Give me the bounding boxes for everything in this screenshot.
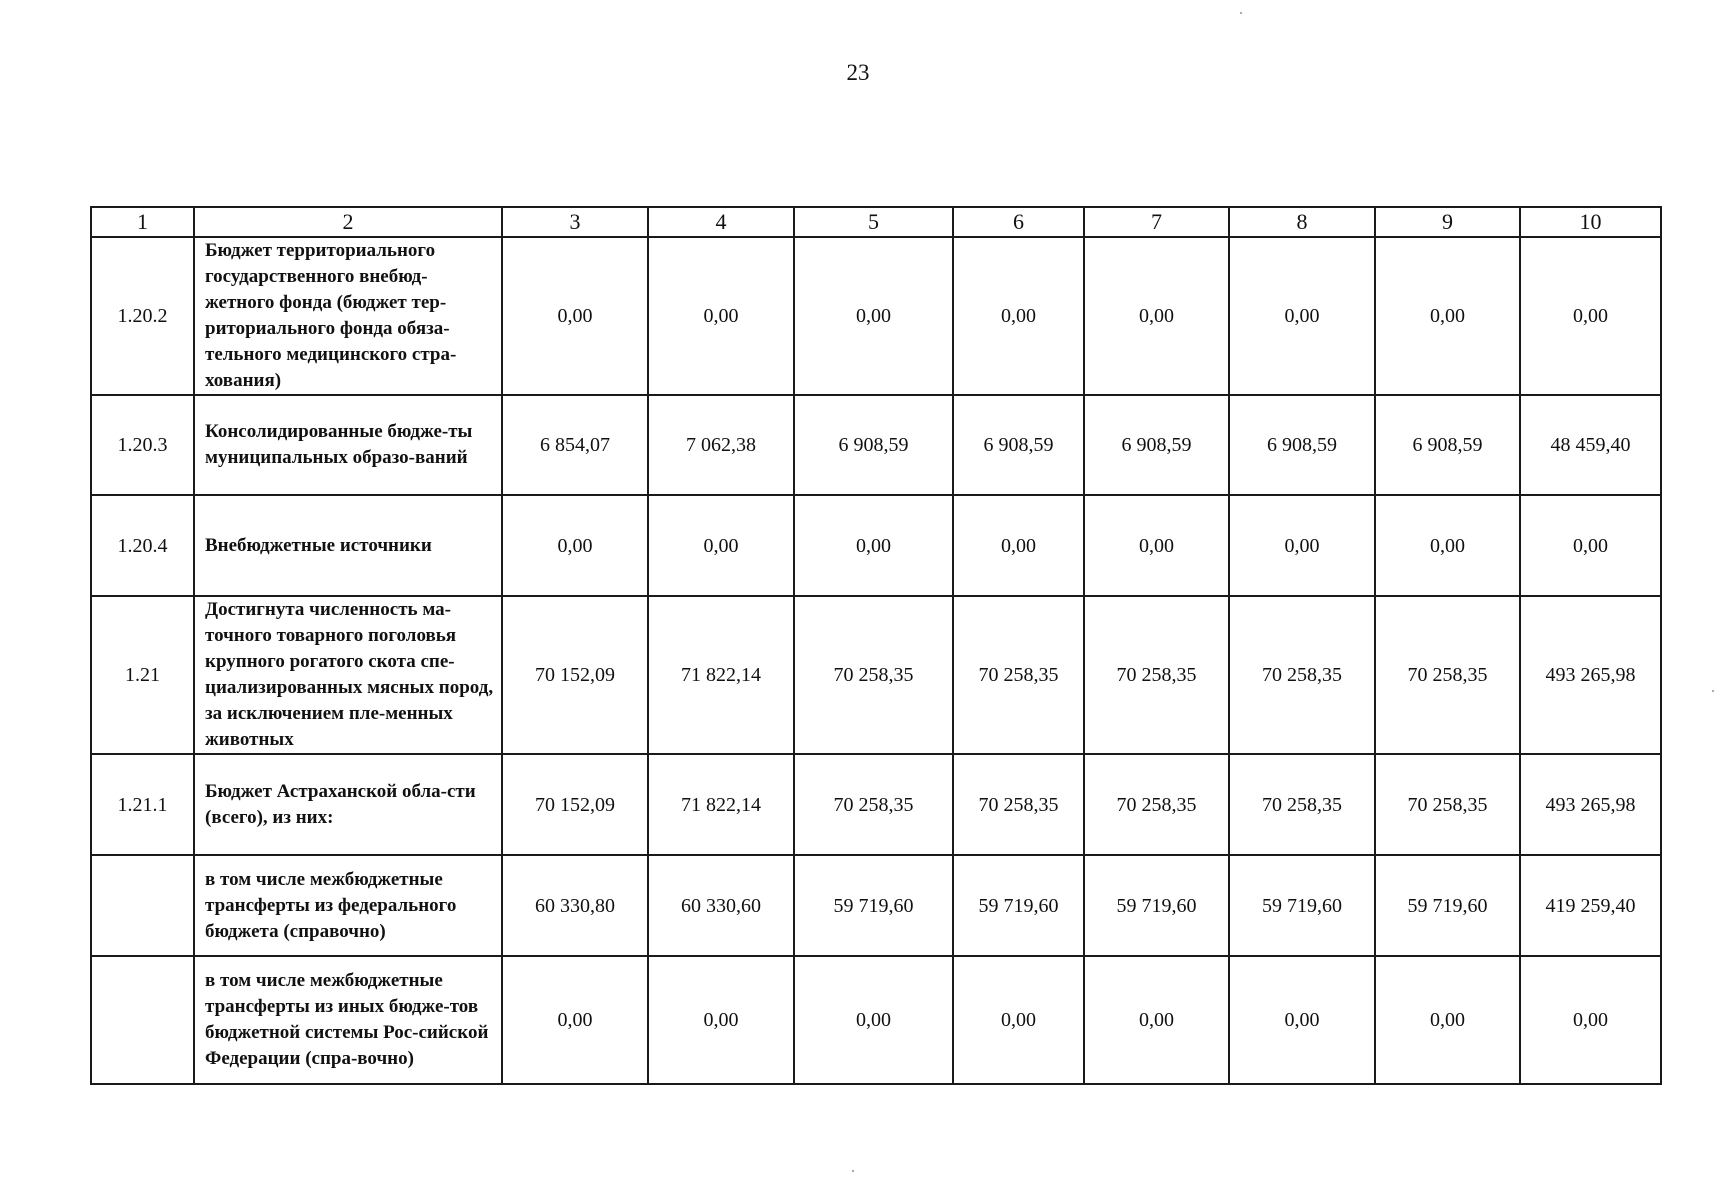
header-cell: 1	[91, 207, 194, 237]
value-cell: 48 459,40	[1520, 395, 1661, 495]
value-cell: 0,00	[502, 956, 648, 1084]
value-cell: 70 258,35	[1375, 754, 1520, 855]
header-cell: 4	[648, 207, 794, 237]
value-cell: 0,00	[1520, 956, 1661, 1084]
header-row	[91, 207, 1661, 237]
row-description: Достигнута численность ма-точного товарного поголовья крупного рогатого скота спе-циализированных мясных пород, за исключением пле-менных животных	[194, 596, 502, 754]
value-cell: 0,00	[1375, 237, 1520, 395]
header-cell: 7	[1084, 207, 1229, 237]
table-row	[91, 855, 1661, 956]
value-cell: 60 330,60	[648, 855, 794, 956]
value-cell: 0,00	[1375, 495, 1520, 596]
header-cell: 6	[953, 207, 1084, 237]
value-cell: 0,00	[1520, 495, 1661, 596]
value-cell: 59 719,60	[1375, 855, 1520, 956]
value-cell: 70 258,35	[953, 596, 1084, 754]
value-cell: 493 265,98	[1520, 596, 1661, 754]
value-cell: 70 258,35	[953, 754, 1084, 855]
scan-speck	[1712, 690, 1714, 692]
row-description: Бюджет территориального государственного внебюд-жетного фонда (бюджет тер-риториального фонда обяза-тельного медицинского стра-хования)	[194, 237, 502, 395]
value-cell: 59 719,60	[953, 855, 1084, 956]
value-cell: 59 719,60	[1084, 855, 1229, 956]
value-cell: 0,00	[502, 495, 648, 596]
header-cell: 5	[794, 207, 953, 237]
value-cell: 71 822,14	[648, 596, 794, 754]
header-cell: 8	[1229, 207, 1375, 237]
value-cell: 0,00	[953, 495, 1084, 596]
value-cell: 70 258,35	[794, 596, 953, 754]
value-cell: 70 258,35	[794, 754, 953, 855]
value-cell: 0,00	[1229, 495, 1375, 596]
header-cell: 2	[194, 207, 502, 237]
value-cell: 6 908,59	[1084, 395, 1229, 495]
value-cell: 0,00	[953, 237, 1084, 395]
value-cell: 6 908,59	[953, 395, 1084, 495]
value-cell: 6 908,59	[794, 395, 953, 495]
value-cell: 0,00	[794, 495, 953, 596]
value-cell: 6 854,07	[502, 395, 648, 495]
table-row	[91, 237, 1661, 395]
row-description: в том числе межбюджетные трансферты из иных бюдже-тов бюджетной системы Рос-сийской Федерации (спра-вочно)	[194, 956, 502, 1084]
header-cell: 9	[1375, 207, 1520, 237]
value-cell: 59 719,60	[1229, 855, 1375, 956]
value-cell: 0,00	[1229, 956, 1375, 1084]
value-cell: 0,00	[648, 956, 794, 1084]
value-cell: 0,00	[1520, 237, 1661, 395]
table-row	[91, 596, 1661, 754]
row-code	[91, 855, 194, 956]
value-cell: 0,00	[502, 237, 648, 395]
row-code	[91, 956, 194, 1084]
scan-speck	[852, 1170, 854, 1172]
value-cell: 0,00	[1084, 237, 1229, 395]
row-code: 1.20.3	[91, 395, 194, 495]
header-cell: 10	[1520, 207, 1661, 237]
row-code: 1.20.2	[91, 237, 194, 395]
table-row	[91, 754, 1661, 855]
value-cell: 71 822,14	[648, 754, 794, 855]
value-cell: 70 152,09	[502, 754, 648, 855]
value-cell: 60 330,80	[502, 855, 648, 956]
row-code: 1.21	[91, 596, 194, 754]
value-cell: 0,00	[648, 237, 794, 395]
budget-table	[90, 206, 1662, 1085]
value-cell: 70 258,35	[1229, 596, 1375, 754]
scan-speck	[1240, 12, 1242, 14]
value-cell: 0,00	[1084, 495, 1229, 596]
value-cell: 7 062,38	[648, 395, 794, 495]
table-row	[91, 395, 1661, 495]
row-code: 1.21.1	[91, 754, 194, 855]
value-cell: 0,00	[1229, 237, 1375, 395]
header-cell: 3	[502, 207, 648, 237]
table-row	[91, 495, 1661, 596]
value-cell: 70 258,35	[1084, 754, 1229, 855]
row-code: 1.20.4	[91, 495, 194, 596]
value-cell: 0,00	[648, 495, 794, 596]
value-cell: 6 908,59	[1375, 395, 1520, 495]
value-cell: 419 259,40	[1520, 855, 1661, 956]
value-cell: 70 152,09	[502, 596, 648, 754]
value-cell: 0,00	[794, 956, 953, 1084]
value-cell: 70 258,35	[1084, 596, 1229, 754]
value-cell: 493 265,98	[1520, 754, 1661, 855]
row-description: Бюджет Астраханской обла-сти (всего), из них:	[194, 754, 502, 855]
value-cell: 70 258,35	[1229, 754, 1375, 855]
value-cell: 0,00	[1084, 956, 1229, 1084]
row-description: в том числе межбюджетные трансферты из федерального бюджета (справочно)	[194, 855, 502, 956]
table-row	[91, 956, 1661, 1084]
row-description: Консолидированные бюдже-ты муниципальных образо-ваний	[194, 395, 502, 495]
value-cell: 0,00	[794, 237, 953, 395]
value-cell: 0,00	[953, 956, 1084, 1084]
value-cell: 0,00	[1375, 956, 1520, 1084]
value-cell: 59 719,60	[794, 855, 953, 956]
page-number: 23	[846, 60, 870, 85]
row-description: Внебюджетные источники	[194, 495, 502, 596]
value-cell: 6 908,59	[1229, 395, 1375, 495]
value-cell: 70 258,35	[1375, 596, 1520, 754]
